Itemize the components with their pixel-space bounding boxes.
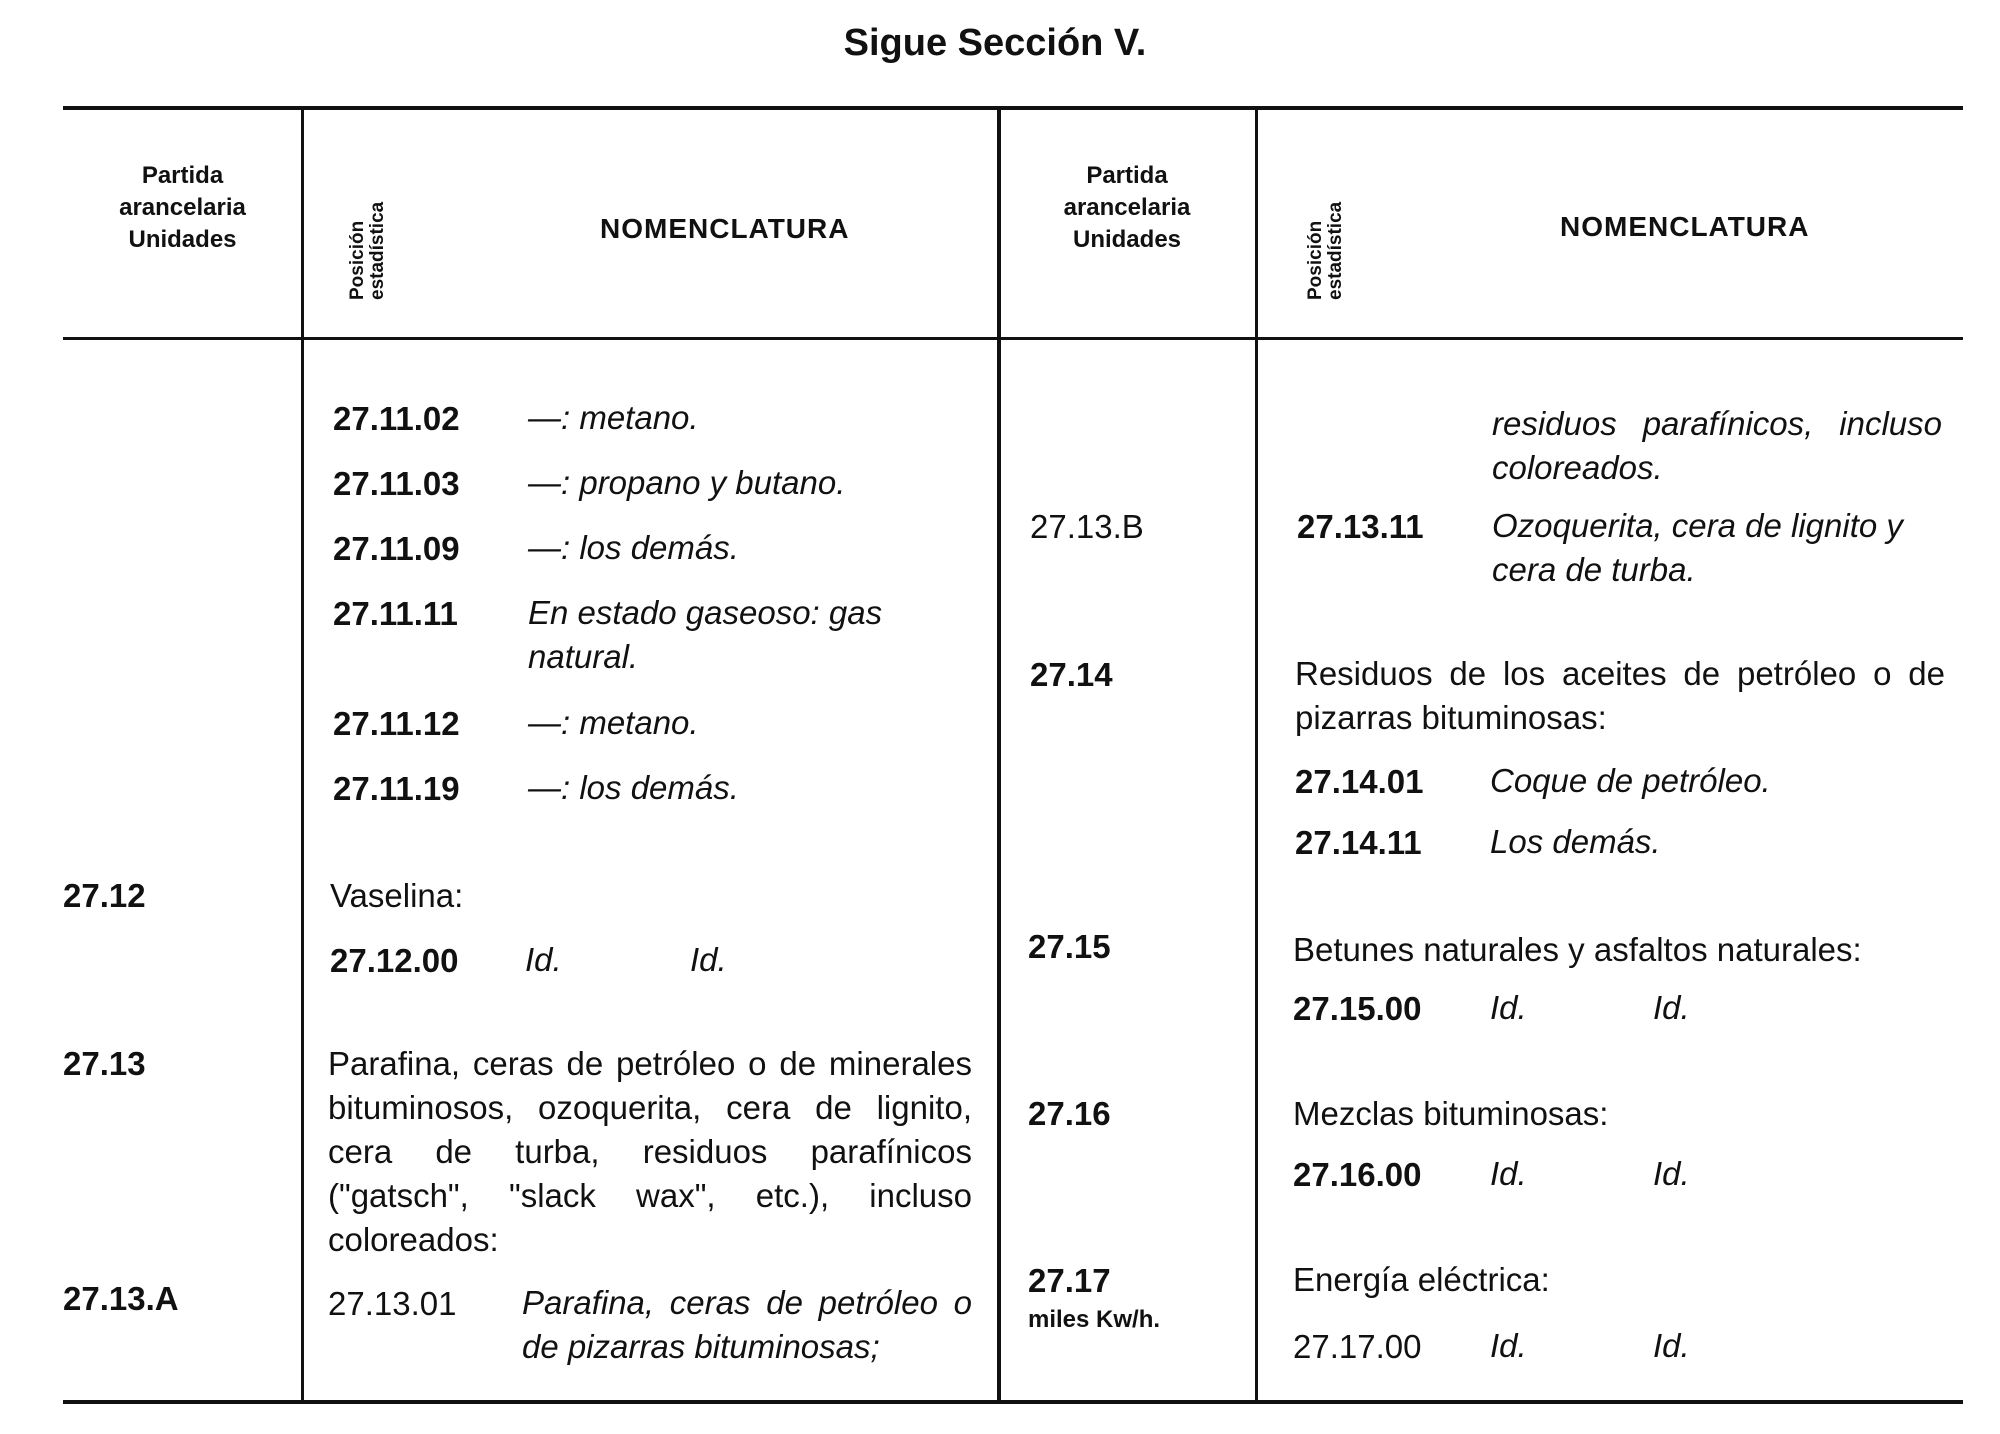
partida-number: 27.17 [1028, 1262, 1111, 1299]
position-desc: —: metano. [528, 399, 699, 436]
partida-number: 27.13 [63, 1045, 146, 1082]
position-desc: —: metano. [528, 704, 699, 741]
unit-id: Id. [525, 941, 562, 978]
header-partida-line3: Unidades [1072, 226, 1182, 253]
position-code: 27.11.12 [333, 705, 460, 742]
position-code: 27.11.02 [333, 400, 460, 437]
position-desc: —: los demás. [528, 529, 739, 566]
table-bottom-rule [63, 1400, 1963, 1404]
partida-number: 27.12 [63, 877, 146, 914]
position-code: 27.13.11 [1297, 508, 1424, 545]
partida-unit: miles Kw/h. [1028, 1306, 1161, 1333]
position-code: 27.17.00 [1293, 1328, 1422, 1365]
header-nomenclatura-right: NOMENCLATURA [1560, 211, 1810, 242]
continuation-text: residuos parafínicos, incluso coloreados. [1492, 405, 1942, 486]
position-code: 27.11.19 [333, 770, 460, 807]
partida-heading: Energía eléctrica: [1293, 1261, 1550, 1298]
position-desc: —: propano y butano. [528, 464, 846, 501]
position-desc: En estado gaseoso: gas natural. [528, 594, 883, 675]
column-divider-1 [301, 108, 304, 1402]
position-code: 27.12.00 [330, 942, 459, 979]
header-partida-left [65, 160, 300, 256]
header-partida-line1: Partida [141, 162, 224, 189]
header-posicion-left [348, 202, 388, 300]
partida-heading: Betunes naturales y asfaltos naturales: [1293, 931, 1862, 968]
unit-id: Id. [1653, 1155, 1690, 1192]
position-code: 27.13.01 [328, 1285, 457, 1322]
position-code: 27.16.00 [1293, 1156, 1422, 1193]
header-nomenclatura-left: NOMENCLATURA [600, 213, 850, 244]
partida-heading: Parafina, ceras de petróleo o de minerales bituminosos, ozoquerita, cera de lignito, cera de turba, residuos parafínicos ("gatsch", "slack wax", etc.), incluso coloreados: [328, 1045, 972, 1258]
header-posicion-line2: estadística [367, 201, 388, 300]
partida-heading: Residuos de los aceites de petróleo o de pizarras bituminosas: [1295, 655, 1945, 736]
partida-number: 27.16 [1028, 1095, 1111, 1132]
position-desc: Coque de petróleo. [1490, 762, 1771, 799]
unit-id: Id. [690, 941, 727, 978]
position-code: 27.11.11 [333, 595, 458, 632]
table-top-rule [63, 106, 1963, 110]
position-desc: Ozoquerita, cera de lignito y cera de turba. [1492, 507, 1903, 588]
position-code: 27.14.01 [1295, 763, 1424, 800]
header-partida-line2: arancelaria [119, 194, 246, 221]
header-bottom-rule [63, 337, 1963, 340]
header-partida-line3: Unidades [128, 226, 237, 253]
unit-id: Id. [1653, 989, 1690, 1026]
column-divider-2 [997, 108, 1001, 1402]
unit-id: Id. [1490, 1155, 1527, 1192]
position-desc: —: los demás. [528, 769, 739, 806]
header-posicion-right [1306, 202, 1346, 300]
header-posicion-line1: Posición [1305, 220, 1326, 300]
header-partida-right [1002, 160, 1252, 256]
partida-number: 27.13.A [63, 1280, 179, 1317]
position-code: 27.11.09 [333, 530, 460, 567]
partida-number: 27.14 [1030, 656, 1113, 693]
header-posicion-line1: Posición [347, 220, 368, 300]
position-code: 27.11.03 [333, 465, 460, 502]
partida-heading: Vaselina: [330, 877, 464, 914]
partida-heading: Mezclas bituminosas: [1293, 1095, 1609, 1132]
partida-number: 27.13.B [1030, 508, 1144, 545]
position-code: 27.14.11 [1295, 824, 1422, 861]
header-partida-line1: Partida [1086, 162, 1168, 189]
page-title: Sigue Sección V. [843, 22, 1147, 64]
partida-number: 27.15 [1028, 928, 1111, 965]
position-desc: Parafina, ceras de petróleo o de pizarras bituminosas; [522, 1284, 972, 1365]
position-desc: Los demás. [1490, 823, 1661, 860]
unit-id: Id. [1490, 1327, 1527, 1364]
header-posicion-line2: estadística [1325, 201, 1346, 300]
position-code: 27.15.00 [1293, 990, 1422, 1027]
unit-id: Id. [1490, 989, 1527, 1026]
header-partida-line2: arancelaria [1063, 194, 1191, 221]
column-divider-3 [1255, 108, 1258, 1402]
unit-id: Id. [1653, 1327, 1690, 1364]
